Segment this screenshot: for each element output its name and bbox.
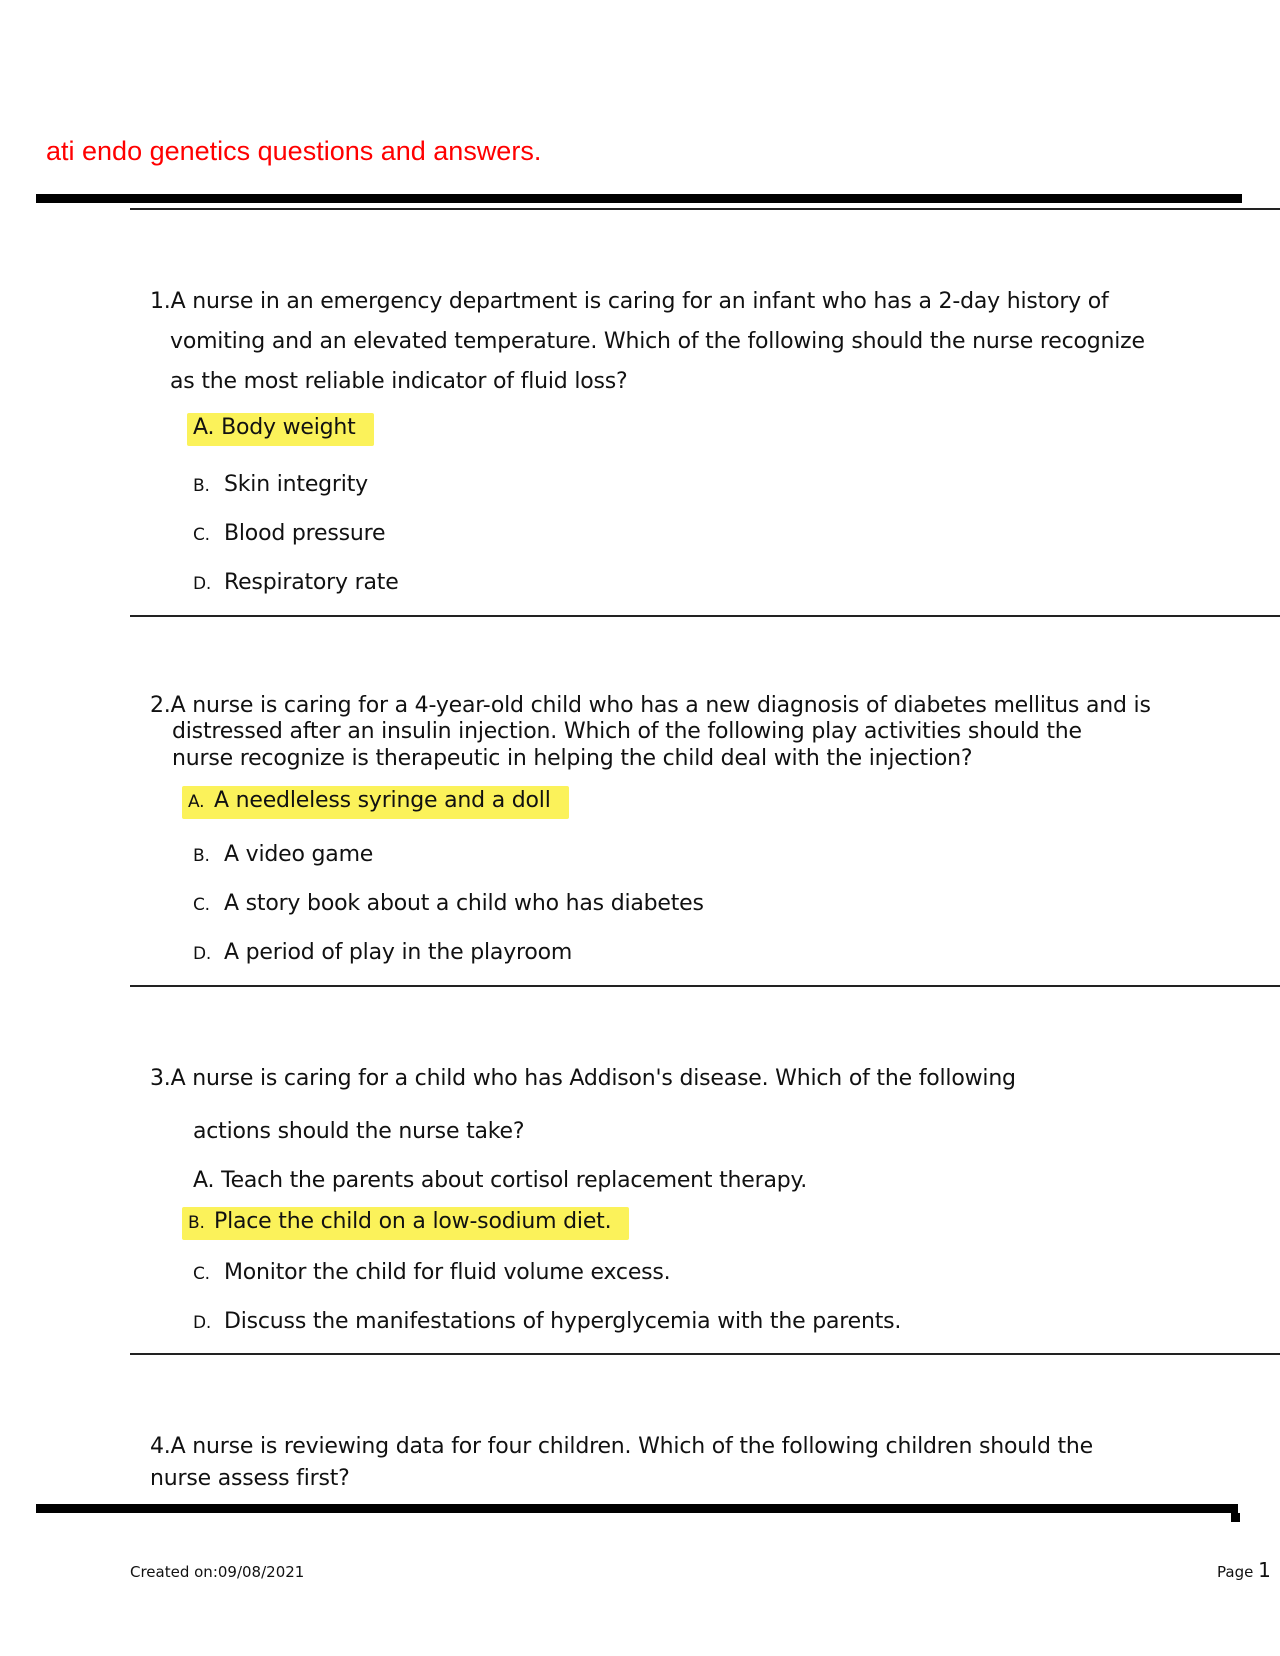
- option-a[interactable]: [187, 415, 374, 440]
- document-title: ati endo genetics questions and answers.: [46, 136, 542, 166]
- option-d[interactable]: D. Respiratory rate: [193, 570, 399, 595]
- question-divider: [130, 985, 1280, 987]
- option-c[interactable]: C. A story book about a child who has diabetes: [193, 891, 704, 916]
- answer-highlight: A. Body weight: [187, 413, 374, 446]
- created-date: Created on:09/08/2021: [130, 1563, 305, 1581]
- option-d[interactable]: D. A period of play in the playroom: [193, 940, 573, 965]
- page-label: Page: [1217, 1563, 1254, 1581]
- option-d[interactable]: D. Discuss the manifestations of hyperglycemia with the parents.: [193, 1309, 902, 1334]
- question-3-line-2: actions should the nurse take?: [193, 1119, 525, 1144]
- option-b[interactable]: [182, 1209, 629, 1234]
- page-indicator: [1217, 1558, 1271, 1582]
- question-4-line-2: nurse assess first?: [150, 1466, 350, 1491]
- answer-highlight: B. Place the child on a low-sodium diet.: [182, 1207, 629, 1240]
- question-number: 3.: [150, 1066, 171, 1091]
- question-2-line-2: distressed after an insulin injection. Which of the following play activities should the: [172, 719, 1082, 744]
- option-a[interactable]: [182, 788, 569, 813]
- option-b[interactable]: B. A video game: [193, 842, 374, 867]
- question-1-line-1: 1.A nurse in an emergency department is caring for an infant who has a 2-day history of: [150, 289, 1109, 314]
- question-1-line-2: vomiting and an elevated temperature. Which of the following should the nurse recognize: [170, 329, 1145, 354]
- option-c[interactable]: C. Monitor the child for fluid volume excess.: [193, 1260, 671, 1285]
- option-a[interactable]: A. Teach the parents about cortisol replacement therapy.: [193, 1168, 807, 1193]
- question-2-line-3: nurse recognize is therapeutic in helping the child deal with the injection?: [172, 746, 973, 771]
- question-2-line-1: 2.A nurse is caring for a 4-year-old child who has a new diagnosis of diabetes mellitus and is: [150, 693, 1151, 718]
- question-3-line-1: 3.A nurse is caring for a child who has Addison's disease. Which of the following: [150, 1066, 1016, 1091]
- question-divider: [130, 1353, 1280, 1355]
- answer-highlight: A. A needleless syringe and a doll: [182, 786, 569, 819]
- footer-rule: [36, 1504, 1238, 1513]
- header-subrule: [130, 208, 1280, 210]
- footer-rule-corner: [1231, 1513, 1240, 1522]
- option-b[interactable]: B. Skin integrity: [193, 472, 368, 497]
- page-number: 1: [1258, 1558, 1271, 1582]
- question-1-line-3: as the most reliable indicator of fluid loss?: [170, 369, 628, 394]
- question-number: 1.: [150, 289, 171, 314]
- question-divider: [130, 615, 1280, 617]
- option-c[interactable]: C. Blood pressure: [193, 521, 386, 546]
- question-4-line-1: 4.A nurse is reviewing data for four children. Which of the following children should the: [150, 1434, 1094, 1459]
- question-number: 4.: [150, 1434, 171, 1459]
- question-number: 2.: [150, 693, 171, 718]
- header-rule: [36, 194, 1242, 203]
